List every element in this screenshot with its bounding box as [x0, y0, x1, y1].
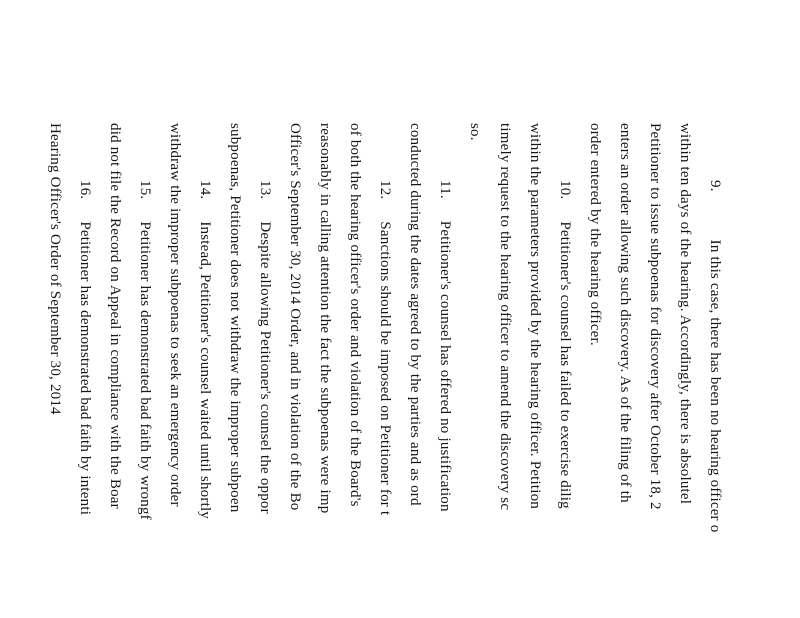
line-text: conducted during the dates agreed to by the parties and as ord	[407, 123, 423, 506]
paragraph-number: 15.	[137, 180, 153, 200]
line-text: subpoenas, Petitioner does not withdraw the improper subpoen	[227, 123, 243, 513]
paragraph-11-line-2	[407, 123, 422, 506]
paragraph-number: 14.	[197, 180, 213, 200]
line-text: Despite allowing Petitioner's counsel the oppor	[257, 221, 273, 514]
paragraph-15-line-1	[137, 180, 152, 520]
paragraph-16-line-2	[47, 123, 62, 415]
line-text: enters an order allowing such discovery. As of the filing of th	[617, 123, 633, 503]
paragraph-10-line-2	[527, 123, 542, 509]
paragraph-13-line-2	[227, 123, 242, 512]
paragraph-number: 16.	[77, 180, 93, 200]
paragraph-number: 11.	[437, 180, 453, 199]
paragraph-number: 13.	[257, 180, 273, 200]
line-text: Sanctions should be imposed on Petitioner for t	[377, 221, 393, 516]
paragraph-9-line-4	[617, 123, 632, 503]
paragraph-number: 9.	[707, 180, 723, 192]
paragraph-number: 12.	[377, 180, 393, 200]
paragraph-12-line-3	[317, 123, 332, 513]
line-text: did not file the Record on Appeal in compliance with the Boar	[107, 123, 123, 509]
paragraph-11-line-1	[437, 180, 452, 512]
line-text: within the parameters provided by the hearing officer. Petition	[527, 123, 543, 509]
paragraph-9-line-5	[587, 123, 602, 346]
line-text: In this case, there has been no hearing officer o	[707, 239, 723, 533]
line-text: reasonably in calling attention the fact the subpoenas were imp	[317, 123, 333, 514]
line-text: so.	[467, 123, 483, 141]
line-text: withdraw the improper subpoenas to seek an emergency order	[167, 123, 183, 507]
paragraph-14-line-2	[167, 123, 182, 507]
paragraph-9-line-2	[677, 123, 692, 504]
paragraph-10-line-1	[557, 180, 572, 509]
paragraph-10-line-4	[467, 123, 482, 141]
paragraph-12-line-4	[287, 123, 302, 510]
paragraph-13-line-1	[257, 180, 272, 514]
line-text: Petitioner's counsel has failed to exercise dilig	[557, 221, 573, 509]
paragraph-12-line-1	[377, 180, 392, 515]
line-text: order entered by the hearing officer.	[587, 123, 603, 346]
line-text: within ten days of the hearing. Accordingly, there is absolutel	[677, 123, 693, 505]
line-text: Officer's September 30, 2014 Order, and in violation of the Bo	[287, 123, 303, 511]
paragraph-9-line-1	[707, 180, 722, 532]
paragraph-16-line-1	[77, 180, 92, 515]
line-text: Petitioner has demonstrated bad faith by wrongf	[137, 221, 153, 520]
paragraph-15-line-2	[107, 123, 122, 509]
line-text: Instead, Petitioner's counsel waited until shortly	[197, 221, 213, 520]
paragraph-12-line-2	[347, 123, 362, 507]
paragraph-number: 10.	[557, 180, 573, 200]
paragraph-14-line-1	[197, 180, 212, 519]
paragraph-10-line-3	[497, 123, 512, 510]
line-text: of both the hearing officer's order and violation of the Board's	[347, 123, 363, 507]
line-text: Petitioner to issue subpoenas for discovery after October 18, 2	[647, 123, 663, 510]
line-text: Petitioner has demonstrated bad faith by intenti	[77, 221, 93, 516]
line-text: Hearing Officer's Order of September 30, 2014	[47, 123, 63, 415]
line-text: timely request to the hearing officer to amend the discovery sc	[497, 123, 513, 511]
line-text: Petitioner's counsel has offered no justification	[437, 220, 453, 512]
paragraph-9-line-3	[647, 123, 662, 510]
